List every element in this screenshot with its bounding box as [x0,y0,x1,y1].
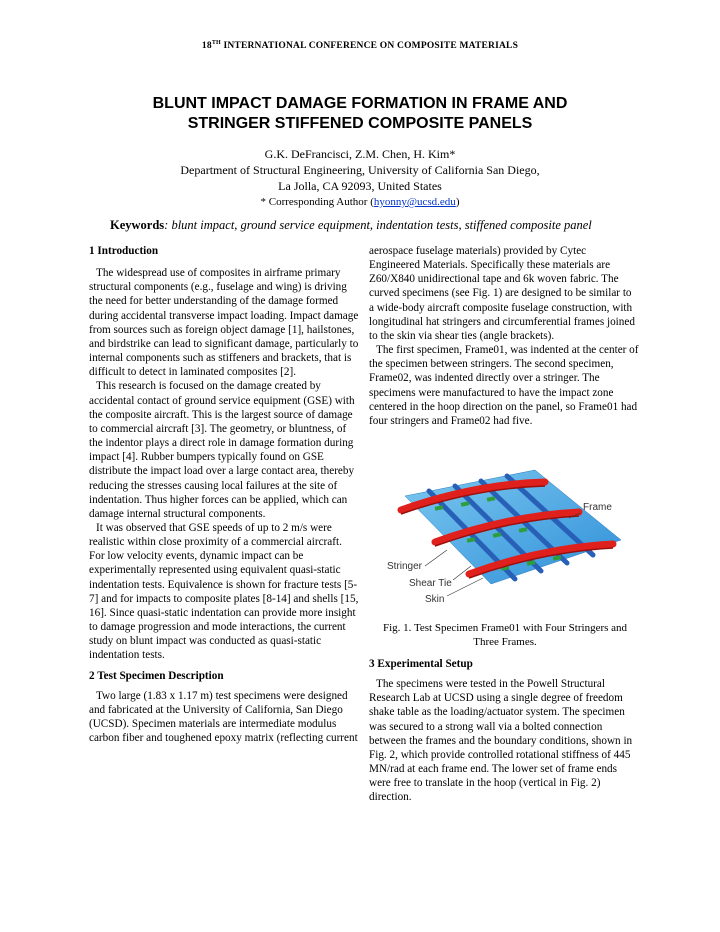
author-block [60,146,660,210]
figure-1-caption: Fig. 1. Test Specimen Frame01 with Four Stringers and Three Frames. [382,622,628,648]
intro-paragraph-2: This research is focused on the damage created by accidental contact of ground service equipment (GSE) with the composite aircraft. This is the largest source of damage to commercial aircraft [3]. The geometry, or bluntness, of the indentor plays a direct role in damage formation during impact [4]. Rubber bumpers typically found on GSE distribute the impact load over a large contact area, thereby reducing the stresses causing local failures at the site of indentation. Thus higher forces can be applied, which can damage internal structural components. [89,380,355,520]
right-column-lower [369,657,639,805]
affiliation-line-2: La Jolla, CA 92093, United States [278,179,442,193]
email-link[interactable]: hyonny@ucsd.edu [373,196,456,208]
intro-paragraph-1: The widespread use of composites in airframe primary structural components (e.g., fuselage and wing) is driving the need for better understanding of the damage formed during accidental transverse impact loading. Impact damage from sources such as foreign object damage [1], hailstones, and birdstrike can lead to significant damage, particularly to internal components such as stiffeners and brackets, that is difficult to detect in laminated composites [2]. [89,267,359,379]
figure-1-specimen [385,466,625,614]
spec-paragraph-1: Two large (1.83 x 1.17 m) test specimens were designed and fabricated at the University of California, San Diego (UCSD). Specimen materials are intermediate modulus carbon fiber and toughened epoxy matrix (reflecting current [89,689,358,745]
intro-heading: 1 Introduction [89,245,159,257]
keywords-text: : blunt impact, ground service equipment, indentation tests, stiffened composite panel [164,218,592,232]
label-stringer: Stringer [387,561,423,572]
running-header: 18TH INTERNATIONAL CONFERENCE ON COMPOSITE MATERIALS [201,40,519,52]
keywords-label: Keywords [110,218,165,232]
affiliation-line-1: Department of Structural Engineering, University of California San Diego, [180,163,540,177]
spec-heading: 2 Test Specimen Description [89,669,224,682]
setup-paragraph-1: The specimens were tested in the Powell Structural Research Lab at UCSD using a single degree of freedom shake table as the loading/actuator system. The specimen was secured to a strong wall via a bolted connection between the frames and the boundary conditions, shown in Fig. 2, which provide controlled rotational stiffness of 445 MN/rad at each frame end. The lower set of frame ends were free to translate in the hoop (vertical in Fig. 2) direction. [369,678,633,804]
author-names: G.K. DeFrancisci, Z.M. Chen, H. Kim* [264,147,456,161]
setup-heading: 3 Experimental Setup [369,658,473,670]
right-column [369,244,639,428]
left-column [89,244,360,745]
spec-paragraph-2: The first specimen, Frame01, was indented at the center of the specimen between stringers. The second specimen, Frame02, was indented directly over a stringer. The specimens were manufactured to have the impact zone centered in the hoop direction on the panel, so Frame01 had four stringers and Frame02 had five. [369,344,639,427]
intro-paragraph-3: It was observed that GSE speeds of up to 2 m/s were realistic within close proximity of a commercial aircraft. For low velocity events, dynamic impact can be experimentally represented using equivalent quasi-static indentation tests. Equivalence is shown for fracture tests [5-7] and for impacts to composite plates [8-14] and shells [15, 16]. Since quasi-static indentation can provide more insight to damage progression and mode interactions, the current study on blunt impact was conducted as quasi-static indentation tests. [89,521,359,662]
label-shear-tie: Shear Tie [409,578,452,589]
title-line-2: STRINGER STIFFENED COMPOSITE PANELS [187,115,533,132]
label-frame: Frame [583,502,612,513]
paper-title [60,94,660,134]
title-line-1: BLUNT IMPACT DAMAGE FORMATION IN FRAME AND [152,95,568,112]
keywords [110,218,592,233]
label-skin: Skin [425,594,445,605]
corresponding-author: * Corresponding Author (hyonny@ucsd.edu) [260,196,460,208]
spec-paragraph-1-cont: aerospace fuselage materials) provided by Cytec Engineered Materials. Specifically these materials are Z60/X840 unidirectional tape and 6k woven fabric. The curved specimens (see Fig. 1) are designed to be similar to a wide-body aircraft composite fuselage construction, with longitudinal hat stringers and circumferential frames joined to the skin via shear ties (angle brackets). [369,245,635,342]
